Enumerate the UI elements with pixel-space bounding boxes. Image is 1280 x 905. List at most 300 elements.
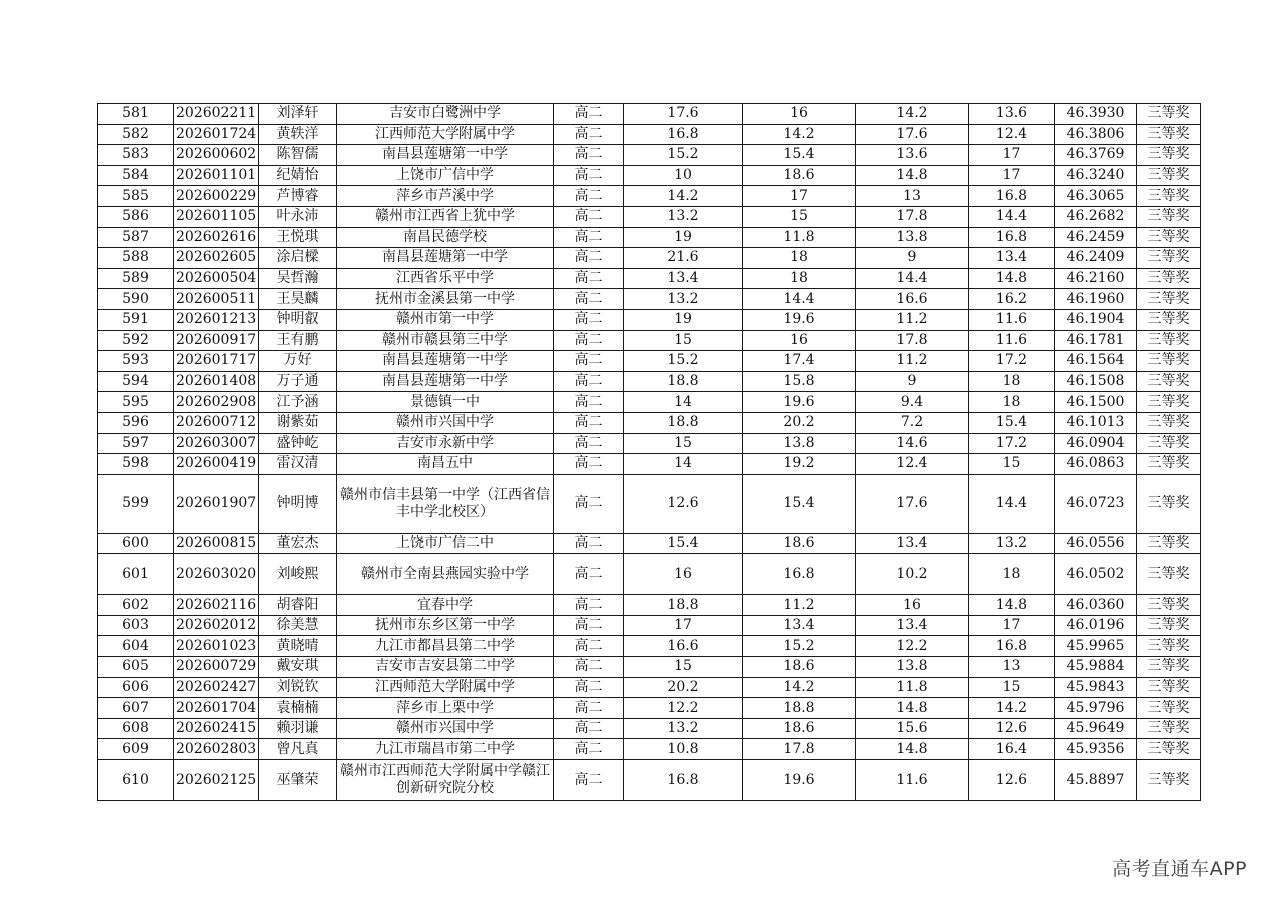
grade-cell: 高二 bbox=[554, 718, 624, 739]
rank-cell: 591 bbox=[98, 309, 174, 330]
award-cell: 三等奖 bbox=[1137, 760, 1201, 801]
score-2-cell: 19.6 bbox=[743, 392, 856, 413]
score-3-cell: 12.4 bbox=[856, 454, 969, 475]
table-row bbox=[98, 104, 1201, 125]
award-cell: 三等奖 bbox=[1137, 104, 1201, 125]
results-table bbox=[97, 103, 1201, 801]
score-1-cell: 19 bbox=[624, 309, 743, 330]
score-1-cell: 14 bbox=[624, 454, 743, 475]
score-4-cell: 14.4 bbox=[969, 474, 1055, 533]
total-score-cell: 45.9884 bbox=[1055, 657, 1137, 678]
student-name-cell: 戴安琪 bbox=[259, 657, 337, 678]
rank-cell: 589 bbox=[98, 268, 174, 289]
total-score-cell: 46.3806 bbox=[1055, 124, 1137, 145]
school-cell: 抚州市金溪县第一中学 bbox=[337, 289, 554, 310]
score-1-cell: 18.8 bbox=[624, 371, 743, 392]
rank-cell: 604 bbox=[98, 636, 174, 657]
student-name-cell: 王悦琪 bbox=[259, 227, 337, 248]
score-2-cell: 15.8 bbox=[743, 371, 856, 392]
student-name-cell: 徐美慧 bbox=[259, 615, 337, 636]
grade-cell: 高二 bbox=[554, 739, 624, 760]
grade-cell: 高二 bbox=[554, 248, 624, 269]
student-name-cell: 巫肇荣 bbox=[259, 760, 337, 801]
school-cell: 萍乡市上栗中学 bbox=[337, 698, 554, 719]
grade-cell: 高二 bbox=[554, 104, 624, 125]
grade-cell: 高二 bbox=[554, 595, 624, 616]
exam-id-cell: 202601105 bbox=[174, 206, 259, 227]
table-row bbox=[98, 124, 1201, 145]
award-cell: 三等奖 bbox=[1137, 533, 1201, 554]
award-cell: 三等奖 bbox=[1137, 351, 1201, 372]
rank-cell: 602 bbox=[98, 595, 174, 616]
rank-cell: 610 bbox=[98, 760, 174, 801]
school-cell: 吉安市吉安县第二中学 bbox=[337, 657, 554, 678]
award-cell: 三等奖 bbox=[1137, 309, 1201, 330]
total-score-cell: 46.1960 bbox=[1055, 289, 1137, 310]
total-score-cell: 45.9843 bbox=[1055, 677, 1137, 698]
score-4-cell: 12.6 bbox=[969, 718, 1055, 739]
award-cell: 三等奖 bbox=[1137, 636, 1201, 657]
rank-cell: 607 bbox=[98, 698, 174, 719]
student-name-cell: 纪婧怡 bbox=[259, 165, 337, 186]
rank-cell: 608 bbox=[98, 718, 174, 739]
student-name-cell: 刘泽轩 bbox=[259, 104, 337, 125]
school-cell: 赣州市兴国中学 bbox=[337, 718, 554, 739]
school-cell: 上饶市广信二中 bbox=[337, 533, 554, 554]
student-name-cell: 刘锐钦 bbox=[259, 677, 337, 698]
score-2-cell: 11.2 bbox=[743, 595, 856, 616]
total-score-cell: 46.1508 bbox=[1055, 371, 1137, 392]
school-cell: 九江市瑞昌市第二中学 bbox=[337, 739, 554, 760]
grade-cell: 高二 bbox=[554, 433, 624, 454]
grade-cell: 高二 bbox=[554, 412, 624, 433]
score-4-cell: 13.4 bbox=[969, 248, 1055, 269]
total-score-cell: 46.2160 bbox=[1055, 268, 1137, 289]
score-1-cell: 15 bbox=[624, 433, 743, 454]
score-1-cell: 10 bbox=[624, 165, 743, 186]
score-4-cell: 17 bbox=[969, 145, 1055, 166]
exam-id-cell: 202600815 bbox=[174, 533, 259, 554]
student-name-cell: 赖羽谦 bbox=[259, 718, 337, 739]
score-3-cell: 9 bbox=[856, 371, 969, 392]
score-1-cell: 13.2 bbox=[624, 289, 743, 310]
score-2-cell: 14.2 bbox=[743, 677, 856, 698]
score-1-cell: 15.2 bbox=[624, 145, 743, 166]
school-cell: 赣州市赣县第三中学 bbox=[337, 330, 554, 351]
rank-cell: 586 bbox=[98, 206, 174, 227]
score-1-cell: 13.2 bbox=[624, 718, 743, 739]
score-1-cell: 15 bbox=[624, 657, 743, 678]
score-2-cell: 18 bbox=[743, 248, 856, 269]
grade-cell: 高二 bbox=[554, 392, 624, 413]
table-row bbox=[98, 330, 1201, 351]
score-1-cell: 15.2 bbox=[624, 351, 743, 372]
grade-cell: 高二 bbox=[554, 351, 624, 372]
score-3-cell: 11.2 bbox=[856, 351, 969, 372]
score-4-cell: 15 bbox=[969, 677, 1055, 698]
total-score-cell: 46.1500 bbox=[1055, 392, 1137, 413]
total-score-cell: 46.2682 bbox=[1055, 206, 1137, 227]
table-row bbox=[98, 186, 1201, 207]
exam-id-cell: 202600504 bbox=[174, 268, 259, 289]
grade-cell: 高二 bbox=[554, 227, 624, 248]
score-4-cell: 17 bbox=[969, 615, 1055, 636]
exam-id-cell: 202603007 bbox=[174, 433, 259, 454]
score-3-cell: 14.4 bbox=[856, 268, 969, 289]
rank-cell: 594 bbox=[98, 371, 174, 392]
rank-cell: 584 bbox=[98, 165, 174, 186]
table-row bbox=[98, 145, 1201, 166]
student-name-cell: 王昊麟 bbox=[259, 289, 337, 310]
score-4-cell: 18 bbox=[969, 392, 1055, 413]
exam-id-cell: 202602211 bbox=[174, 104, 259, 125]
exam-id-cell: 202601717 bbox=[174, 351, 259, 372]
grade-cell: 高二 bbox=[554, 371, 624, 392]
score-4-cell: 12.6 bbox=[969, 760, 1055, 801]
score-2-cell: 16 bbox=[743, 330, 856, 351]
exam-id-cell: 202602116 bbox=[174, 595, 259, 616]
score-3-cell: 14.6 bbox=[856, 433, 969, 454]
award-cell: 三等奖 bbox=[1137, 392, 1201, 413]
score-2-cell: 17.4 bbox=[743, 351, 856, 372]
grade-cell: 高二 bbox=[554, 309, 624, 330]
student-name-cell: 雷汉清 bbox=[259, 454, 337, 475]
student-name-cell: 钟明叡 bbox=[259, 309, 337, 330]
score-3-cell: 13.4 bbox=[856, 615, 969, 636]
watermark-text: 高考直通车APP bbox=[1112, 858, 1247, 880]
rank-cell: 609 bbox=[98, 739, 174, 760]
score-1-cell: 13.2 bbox=[624, 206, 743, 227]
school-cell: 赣州市江西师范大学附属中学赣江创新研究院分校 bbox=[337, 760, 554, 801]
total-score-cell: 46.1781 bbox=[1055, 330, 1137, 351]
student-name-cell: 曾凡真 bbox=[259, 739, 337, 760]
rank-cell: 599 bbox=[98, 474, 174, 533]
school-cell: 南昌民德学校 bbox=[337, 227, 554, 248]
total-score-cell: 45.9649 bbox=[1055, 718, 1137, 739]
student-name-cell: 吴哲瀚 bbox=[259, 268, 337, 289]
school-cell: 九江市都昌县第二中学 bbox=[337, 636, 554, 657]
score-1-cell: 17.6 bbox=[624, 104, 743, 125]
exam-id-cell: 202601704 bbox=[174, 698, 259, 719]
exam-id-cell: 202600602 bbox=[174, 145, 259, 166]
rank-cell: 606 bbox=[98, 677, 174, 698]
exam-id-cell: 202602616 bbox=[174, 227, 259, 248]
score-2-cell: 15 bbox=[743, 206, 856, 227]
score-3-cell: 14.8 bbox=[856, 698, 969, 719]
score-1-cell: 10.8 bbox=[624, 739, 743, 760]
score-4-cell: 11.6 bbox=[969, 309, 1055, 330]
award-cell: 三等奖 bbox=[1137, 165, 1201, 186]
table-row bbox=[98, 636, 1201, 657]
award-cell: 三等奖 bbox=[1137, 698, 1201, 719]
total-score-cell: 45.9965 bbox=[1055, 636, 1137, 657]
award-cell: 三等奖 bbox=[1137, 657, 1201, 678]
score-3-cell: 16.6 bbox=[856, 289, 969, 310]
grade-cell: 高二 bbox=[554, 186, 624, 207]
award-cell: 三等奖 bbox=[1137, 330, 1201, 351]
table-row bbox=[98, 677, 1201, 698]
student-name-cell: 陈智儒 bbox=[259, 145, 337, 166]
rank-cell: 593 bbox=[98, 351, 174, 372]
student-name-cell: 江予涵 bbox=[259, 392, 337, 413]
total-score-cell: 46.0904 bbox=[1055, 433, 1137, 454]
award-cell: 三等奖 bbox=[1137, 412, 1201, 433]
total-score-cell: 46.0556 bbox=[1055, 533, 1137, 554]
school-cell: 上饶市广信中学 bbox=[337, 165, 554, 186]
student-name-cell: 万好 bbox=[259, 351, 337, 372]
total-score-cell: 46.2459 bbox=[1055, 227, 1137, 248]
grade-cell: 高二 bbox=[554, 554, 624, 595]
total-score-cell: 46.0502 bbox=[1055, 554, 1137, 595]
score-3-cell: 17.6 bbox=[856, 474, 969, 533]
score-1-cell: 20.2 bbox=[624, 677, 743, 698]
score-3-cell: 14.8 bbox=[856, 739, 969, 760]
table-row bbox=[98, 595, 1201, 616]
table-row bbox=[98, 392, 1201, 413]
school-cell: 南昌县莲塘第一中学 bbox=[337, 371, 554, 392]
score-3-cell: 17.8 bbox=[856, 206, 969, 227]
score-3-cell: 12.2 bbox=[856, 636, 969, 657]
score-1-cell: 15 bbox=[624, 330, 743, 351]
table-row bbox=[98, 227, 1201, 248]
school-cell: 江西师范大学附属中学 bbox=[337, 124, 554, 145]
table-row bbox=[98, 289, 1201, 310]
award-cell: 三等奖 bbox=[1137, 554, 1201, 595]
score-4-cell: 13.2 bbox=[969, 533, 1055, 554]
total-score-cell: 45.9356 bbox=[1055, 739, 1137, 760]
grade-cell: 高二 bbox=[554, 698, 624, 719]
student-name-cell: 刘峻熙 bbox=[259, 554, 337, 595]
table-row bbox=[98, 309, 1201, 330]
table-row bbox=[98, 474, 1201, 533]
student-name-cell: 钟明博 bbox=[259, 474, 337, 533]
total-score-cell: 46.3930 bbox=[1055, 104, 1137, 125]
score-4-cell: 14.8 bbox=[969, 595, 1055, 616]
rank-cell: 588 bbox=[98, 248, 174, 269]
score-4-cell: 13.6 bbox=[969, 104, 1055, 125]
score-3-cell: 11.2 bbox=[856, 309, 969, 330]
grade-cell: 高二 bbox=[554, 206, 624, 227]
student-name-cell: 董宏杰 bbox=[259, 533, 337, 554]
student-name-cell: 盛钟屹 bbox=[259, 433, 337, 454]
score-1-cell: 16 bbox=[624, 554, 743, 595]
score-2-cell: 13.4 bbox=[743, 615, 856, 636]
table-row bbox=[98, 533, 1201, 554]
score-1-cell: 14 bbox=[624, 392, 743, 413]
exam-id-cell: 202600917 bbox=[174, 330, 259, 351]
score-1-cell: 16.8 bbox=[624, 124, 743, 145]
score-2-cell: 18.6 bbox=[743, 718, 856, 739]
student-name-cell: 黄晓晴 bbox=[259, 636, 337, 657]
score-2-cell: 14.4 bbox=[743, 289, 856, 310]
exam-id-cell: 202601724 bbox=[174, 124, 259, 145]
rank-cell: 585 bbox=[98, 186, 174, 207]
student-name-cell: 叶永沛 bbox=[259, 206, 337, 227]
score-1-cell: 21.6 bbox=[624, 248, 743, 269]
table-row bbox=[98, 206, 1201, 227]
score-4-cell: 17.2 bbox=[969, 433, 1055, 454]
score-3-cell: 9 bbox=[856, 248, 969, 269]
table-row bbox=[98, 698, 1201, 719]
score-3-cell: 14.2 bbox=[856, 104, 969, 125]
school-cell: 抚州市东乡区第一中学 bbox=[337, 615, 554, 636]
score-2-cell: 20.2 bbox=[743, 412, 856, 433]
score-3-cell: 14.8 bbox=[856, 165, 969, 186]
award-cell: 三等奖 bbox=[1137, 718, 1201, 739]
school-cell: 赣州市兴国中学 bbox=[337, 412, 554, 433]
score-4-cell: 14.8 bbox=[969, 268, 1055, 289]
school-cell: 南昌县莲塘第一中学 bbox=[337, 351, 554, 372]
grade-cell: 高二 bbox=[554, 145, 624, 166]
exam-id-cell: 202600419 bbox=[174, 454, 259, 475]
table-row bbox=[98, 615, 1201, 636]
score-4-cell: 11.6 bbox=[969, 330, 1055, 351]
exam-id-cell: 202602605 bbox=[174, 248, 259, 269]
score-3-cell: 13.8 bbox=[856, 227, 969, 248]
exam-id-cell: 202602427 bbox=[174, 677, 259, 698]
score-3-cell: 16 bbox=[856, 595, 969, 616]
score-4-cell: 18 bbox=[969, 371, 1055, 392]
school-cell: 南昌县莲塘第一中学 bbox=[337, 145, 554, 166]
school-cell: 萍乡市芦溪中学 bbox=[337, 186, 554, 207]
exam-id-cell: 202601023 bbox=[174, 636, 259, 657]
score-1-cell: 16.8 bbox=[624, 760, 743, 801]
rank-cell: 603 bbox=[98, 615, 174, 636]
score-1-cell: 15.4 bbox=[624, 533, 743, 554]
score-4-cell: 14.2 bbox=[969, 698, 1055, 719]
score-2-cell: 17 bbox=[743, 186, 856, 207]
grade-cell: 高二 bbox=[554, 268, 624, 289]
total-score-cell: 46.2409 bbox=[1055, 248, 1137, 269]
score-3-cell: 15.6 bbox=[856, 718, 969, 739]
total-score-cell: 46.0863 bbox=[1055, 454, 1137, 475]
school-cell: 南昌县莲塘第一中学 bbox=[337, 248, 554, 269]
student-name-cell: 王有鹏 bbox=[259, 330, 337, 351]
table-row bbox=[98, 433, 1201, 454]
score-1-cell: 19 bbox=[624, 227, 743, 248]
exam-id-cell: 202603020 bbox=[174, 554, 259, 595]
table-row bbox=[98, 554, 1201, 595]
school-cell: 赣州市全南县燕园实验中学 bbox=[337, 554, 554, 595]
score-1-cell: 18.8 bbox=[624, 412, 743, 433]
table-row bbox=[98, 248, 1201, 269]
score-2-cell: 16.8 bbox=[743, 554, 856, 595]
score-2-cell: 19.2 bbox=[743, 454, 856, 475]
score-4-cell: 17.2 bbox=[969, 351, 1055, 372]
school-cell: 赣州市信丰县第一中学（江西省信丰中学北校区） bbox=[337, 474, 554, 533]
score-3-cell: 7.2 bbox=[856, 412, 969, 433]
award-cell: 三等奖 bbox=[1137, 248, 1201, 269]
rank-cell: 598 bbox=[98, 454, 174, 475]
table-row bbox=[98, 412, 1201, 433]
exam-id-cell: 202601101 bbox=[174, 165, 259, 186]
rank-cell: 597 bbox=[98, 433, 174, 454]
table-row bbox=[98, 454, 1201, 475]
score-3-cell: 13.8 bbox=[856, 657, 969, 678]
table-row bbox=[98, 657, 1201, 678]
total-score-cell: 46.1904 bbox=[1055, 309, 1137, 330]
school-cell: 赣州市第一中学 bbox=[337, 309, 554, 330]
score-2-cell: 11.8 bbox=[743, 227, 856, 248]
grade-cell: 高二 bbox=[554, 165, 624, 186]
score-1-cell: 13.4 bbox=[624, 268, 743, 289]
score-4-cell: 18 bbox=[969, 554, 1055, 595]
rank-cell: 581 bbox=[98, 104, 174, 125]
award-cell: 三等奖 bbox=[1137, 595, 1201, 616]
score-2-cell: 16 bbox=[743, 104, 856, 125]
award-cell: 三等奖 bbox=[1137, 145, 1201, 166]
school-cell: 南昌五中 bbox=[337, 454, 554, 475]
score-2-cell: 18.6 bbox=[743, 657, 856, 678]
award-cell: 三等奖 bbox=[1137, 124, 1201, 145]
score-4-cell: 16.8 bbox=[969, 186, 1055, 207]
score-3-cell: 17.6 bbox=[856, 124, 969, 145]
score-4-cell: 15.4 bbox=[969, 412, 1055, 433]
score-2-cell: 18.6 bbox=[743, 533, 856, 554]
table-row bbox=[98, 268, 1201, 289]
grade-cell: 高二 bbox=[554, 636, 624, 657]
score-4-cell: 17 bbox=[969, 165, 1055, 186]
rank-cell: 590 bbox=[98, 289, 174, 310]
student-name-cell: 谢紫茹 bbox=[259, 412, 337, 433]
score-2-cell: 15.2 bbox=[743, 636, 856, 657]
rank-cell: 596 bbox=[98, 412, 174, 433]
score-4-cell: 13 bbox=[969, 657, 1055, 678]
award-cell: 三等奖 bbox=[1137, 289, 1201, 310]
award-cell: 三等奖 bbox=[1137, 186, 1201, 207]
total-score-cell: 46.1564 bbox=[1055, 351, 1137, 372]
table-row bbox=[98, 718, 1201, 739]
exam-id-cell: 202600229 bbox=[174, 186, 259, 207]
exam-id-cell: 202602415 bbox=[174, 718, 259, 739]
score-3-cell: 17.8 bbox=[856, 330, 969, 351]
score-1-cell: 17 bbox=[624, 615, 743, 636]
grade-cell: 高二 bbox=[554, 289, 624, 310]
school-cell: 宜春中学 bbox=[337, 595, 554, 616]
score-3-cell: 9.4 bbox=[856, 392, 969, 413]
total-score-cell: 45.8897 bbox=[1055, 760, 1137, 801]
exam-id-cell: 202600729 bbox=[174, 657, 259, 678]
score-2-cell: 15.4 bbox=[743, 145, 856, 166]
score-3-cell: 10.2 bbox=[856, 554, 969, 595]
school-cell: 江西省乐平中学 bbox=[337, 268, 554, 289]
table-body bbox=[98, 104, 1201, 801]
total-score-cell: 46.0360 bbox=[1055, 595, 1137, 616]
student-name-cell: 黄轶洋 bbox=[259, 124, 337, 145]
score-2-cell: 14.2 bbox=[743, 124, 856, 145]
score-2-cell: 18.6 bbox=[743, 165, 856, 186]
score-2-cell: 17.8 bbox=[743, 739, 856, 760]
student-name-cell: 芦博睿 bbox=[259, 186, 337, 207]
score-2-cell: 13.8 bbox=[743, 433, 856, 454]
grade-cell: 高二 bbox=[554, 330, 624, 351]
score-4-cell: 14.4 bbox=[969, 206, 1055, 227]
table-row bbox=[98, 371, 1201, 392]
exam-id-cell: 202602908 bbox=[174, 392, 259, 413]
rank-cell: 595 bbox=[98, 392, 174, 413]
score-4-cell: 16.8 bbox=[969, 636, 1055, 657]
score-3-cell: 13 bbox=[856, 186, 969, 207]
rank-cell: 587 bbox=[98, 227, 174, 248]
school-cell: 吉安市永新中学 bbox=[337, 433, 554, 454]
score-1-cell: 12.2 bbox=[624, 698, 743, 719]
exam-id-cell: 202600712 bbox=[174, 412, 259, 433]
score-2-cell: 19.6 bbox=[743, 760, 856, 801]
score-4-cell: 12.4 bbox=[969, 124, 1055, 145]
score-3-cell: 11.6 bbox=[856, 760, 969, 801]
rank-cell: 592 bbox=[98, 330, 174, 351]
score-1-cell: 12.6 bbox=[624, 474, 743, 533]
